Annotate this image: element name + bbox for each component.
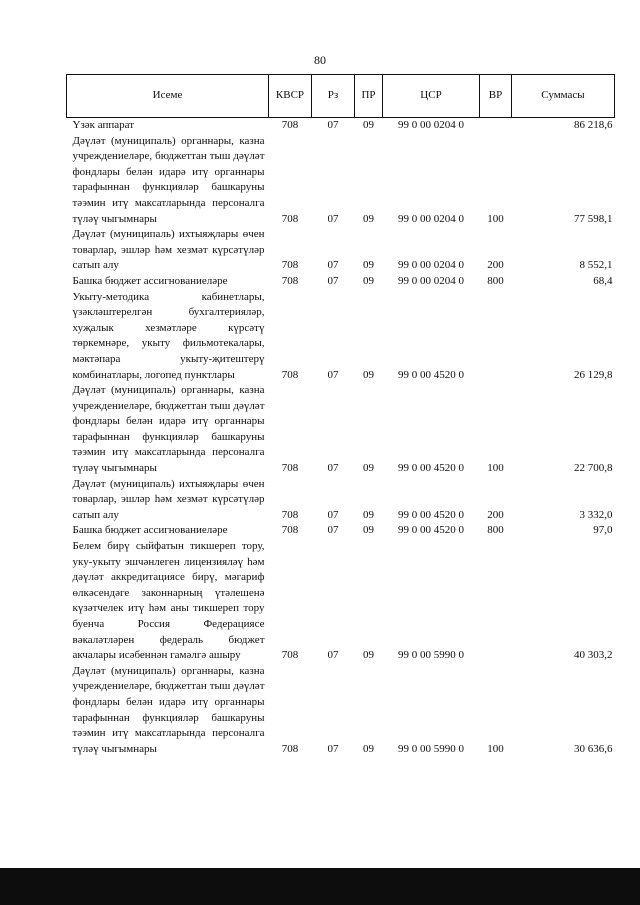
header-pr: ПР <box>355 75 383 118</box>
header-csr: ЦСР <box>383 75 480 118</box>
row-csr: 99 0 00 0204 0 <box>398 274 464 287</box>
row-name: Башка бюджет ассигнованиеләре <box>72 274 228 287</box>
row-sum: 8 552,1 <box>579 259 613 272</box>
header-name: Исеме <box>67 75 269 118</box>
table-row <box>67 274 615 290</box>
row-csr: 99 0 00 5990 0 <box>398 742 464 755</box>
table-row <box>67 539 615 664</box>
row-sum: 97,0 <box>593 524 613 537</box>
row-rz: 07 <box>327 462 339 475</box>
row-vr: 100 <box>487 742 504 755</box>
row-csr: 99 0 00 4520 0 <box>398 368 464 381</box>
budget-table <box>66 74 615 757</box>
row-pr: 09 <box>363 212 374 225</box>
row-name: Дәүләт (муниципаль) ихтыяҗлары өчен товарлар, эшләр һәм хезмәт күрсәтүләр сатып алу <box>72 477 265 521</box>
row-vr: 200 <box>487 508 504 521</box>
row-pr: 09 <box>363 524 374 537</box>
row-kvsr: 708 <box>281 742 299 755</box>
row-rz: 07 <box>327 742 339 755</box>
table-row <box>67 118 615 134</box>
row-name: Дәүләт (муниципаль) органнары, казна учреждениеләре, бюджеттан тыш дәүләт фондлары белән идарә итү органнары тарафыннан функцияләр башкаруны тәэмин итү максатларында персоналга түләү чыгымнары <box>72 384 265 475</box>
table-body <box>67 118 615 758</box>
row-name: Укыту-методика кабинетлары, үзәкләштерелгән бухгалтерияләр, хуҗалык хезмәтләре күрсәтү төркемнәре, укыту фильмотекалары, мәктәпара укыту-җитештерү комбинатлары, логопед пунктлары <box>72 290 265 381</box>
table-header <box>67 75 615 118</box>
row-sum: 30 636,6 <box>574 742 613 755</box>
row-pr: 09 <box>363 649 374 662</box>
table-row <box>67 290 615 384</box>
row-rz: 07 <box>327 274 339 287</box>
row-kvsr: 708 <box>281 259 299 272</box>
row-name: Дәүләт (муниципаль) органнары, казна учреждениеләре, бюджеттан тыш дәүләт фондлары белән идарә итү органнары тарафыннан функцияләр башкаруны тәэмин итү максатларында персоналга түләү чыгымнары <box>72 664 265 755</box>
row-vr: 100 <box>487 212 504 225</box>
row-pr: 09 <box>363 259 374 272</box>
row-kvsr: 708 <box>281 274 299 287</box>
page-number: 80 <box>314 53 326 67</box>
row-pr: 09 <box>363 274 374 287</box>
row-csr: 99 0 00 0204 0 <box>398 212 464 225</box>
row-sum: 3 332,0 <box>579 508 613 521</box>
row-kvsr: 708 <box>281 649 299 662</box>
row-name: Башка бюджет ассигнованиеләре <box>72 524 228 537</box>
row-csr: 99 0 00 0204 0 <box>398 119 464 131</box>
row-rz: 07 <box>327 259 339 272</box>
header-sum: Суммасы <box>512 75 615 118</box>
table-row <box>67 523 615 539</box>
row-vr <box>480 539 512 664</box>
row-kvsr: 708 <box>281 508 299 521</box>
row-kvsr: 708 <box>281 212 299 225</box>
row-sum: 77 598,1 <box>574 212 613 225</box>
header-row <box>67 75 615 118</box>
row-kvsr: 708 <box>281 524 299 537</box>
row-csr: 99 0 00 4520 0 <box>398 462 464 475</box>
row-rz: 07 <box>327 649 339 662</box>
row-vr: 100 <box>487 462 504 475</box>
row-rz: 07 <box>327 368 339 381</box>
row-name: Үзәк аппарат <box>72 119 135 131</box>
row-sum: 22 700,8 <box>574 462 613 475</box>
row-csr: 99 0 00 0204 0 <box>398 259 464 272</box>
row-kvsr: 708 <box>281 462 299 475</box>
row-vr <box>480 118 512 134</box>
row-rz: 07 <box>327 119 339 131</box>
row-vr: 800 <box>487 274 504 287</box>
row-csr: 99 0 00 4520 0 <box>398 524 464 537</box>
row-rz: 07 <box>327 524 339 537</box>
row-pr: 09 <box>363 462 374 475</box>
row-pr: 09 <box>363 742 374 755</box>
row-kvsr: 708 <box>281 119 299 131</box>
row-pr: 09 <box>363 119 374 131</box>
row-vr <box>480 290 512 384</box>
row-sum: 26 129,8 <box>574 368 613 381</box>
table-row <box>67 383 615 477</box>
row-sum: 86 218,6 <box>574 119 613 131</box>
table-row <box>67 477 615 524</box>
row-csr: 99 0 00 5990 0 <box>398 649 464 662</box>
row-kvsr: 708 <box>281 368 299 381</box>
table-row <box>67 664 615 758</box>
row-name: Дәүләт (муниципаль) органнары, казна учреждениеләре, бюджеттан тыш дәүләт фондлары белән идарә итү органнары тарафыннан функцияләр башкаруны тәэмин итү максатларында персоналга түләү чыгымнары <box>72 134 265 225</box>
row-name: Белем бирү сыйфатын тикшереп тору, уку-укыту эшчәнлеген лицензияләү һәм дәүләт аккредитациясе бирү, мәгариф өлкәсендәге законнарның үтәлешенә күзәтчелек итү һәм аны тикшереп тору буенча Россия Федерациясе вәкаләтләрен федераль бюджет акчалары исәбеннән гамәлгә ашыру <box>72 540 265 662</box>
row-vr: 200 <box>487 259 504 272</box>
table-row <box>67 227 615 274</box>
row-name: Дәүләт (муниципаль) ихтыяҗлары өчен товарлар, эшләр һәм хезмәт күрсәтүләр сатып алу <box>72 228 265 272</box>
row-sum: 68,4 <box>593 274 613 287</box>
row-pr: 09 <box>363 368 374 381</box>
header-rz: Рз <box>312 75 355 118</box>
row-sum: 40 303,2 <box>574 649 613 662</box>
scan-bottom-edge <box>0 868 640 905</box>
header-vr: ВР <box>480 75 512 118</box>
row-rz: 07 <box>327 212 339 225</box>
header-kvsr: КВСР <box>269 75 312 118</box>
row-pr: 09 <box>363 508 374 521</box>
table-row <box>67 134 615 228</box>
row-rz: 07 <box>327 508 339 521</box>
row-vr: 800 <box>487 524 504 537</box>
row-csr: 99 0 00 4520 0 <box>398 508 464 521</box>
